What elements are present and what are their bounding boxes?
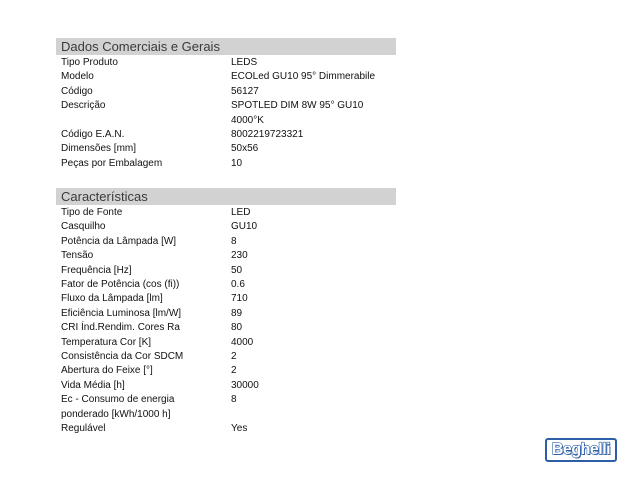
row-label: Tipo Produto — [61, 57, 118, 68]
table-row — [56, 249, 396, 263]
row-value: 4000 — [231, 336, 254, 348]
table-row — [56, 364, 396, 378]
row-label: Regulável — [61, 423, 106, 435]
row-value: 2 — [231, 351, 237, 363]
row-value: ECOLed GU10 95° Dimmerabile — [231, 71, 376, 83]
row-label: Dimensões [mm] — [61, 143, 137, 155]
table-row — [56, 206, 396, 220]
row-label: Código E.A.N. — [61, 129, 125, 141]
characteristics-section — [56, 188, 396, 437]
row-value: 56127 — [231, 85, 259, 97]
row-label: Tensão — [61, 250, 94, 262]
row-value: 710 — [231, 293, 248, 305]
commercial-rows — [56, 56, 396, 171]
commercial-section — [56, 38, 396, 171]
table-row — [56, 278, 396, 292]
row-value: LED — [231, 207, 251, 218]
table-row — [56, 321, 396, 335]
table-row — [56, 336, 396, 350]
row-value: 50 — [231, 264, 243, 276]
row-value: 89 — [231, 307, 243, 319]
row-label: Vida Média [h] — [61, 379, 125, 391]
row-label: Fator de Potência (cos (fi)) — [61, 279, 180, 291]
table-row — [56, 70, 396, 84]
commercial-section-title: Dados Comerciais e Gerais — [56, 38, 396, 55]
table-row — [56, 379, 396, 393]
row-label: Tipo de Fonte — [61, 207, 123, 218]
row-label: Frequência [Hz] — [61, 264, 132, 276]
row-value: 8 — [231, 394, 237, 406]
table-row — [56, 85, 396, 99]
row-value: GU10 — [231, 221, 258, 233]
row-value: SPOTLED DIM 8W 95° GU10 4000°K — [231, 100, 364, 126]
logo-text: Beghelli — [551, 441, 611, 458]
row-label: Peças por Embalagem — [61, 157, 163, 169]
row-label: Potência da Lâmpada [W] — [61, 235, 177, 247]
row-value: Yes — [231, 423, 248, 435]
row-value: 8 — [231, 235, 237, 247]
row-label: Descrição — [61, 100, 106, 112]
row-value: 8002219723321 — [231, 129, 304, 141]
row-value: LEDS — [231, 57, 258, 68]
table-row — [56, 292, 396, 306]
row-value: 50x56 — [231, 143, 259, 155]
row-value: 10 — [231, 157, 243, 169]
row-value: 2 — [231, 365, 237, 377]
row-label: Consistência da Cor SDCM — [61, 351, 184, 363]
row-label: Modelo — [61, 71, 94, 83]
row-label: Fluxo da Lâmpada [lm] — [61, 293, 163, 305]
row-label: Casquilho — [61, 221, 106, 233]
table-row — [56, 220, 396, 234]
table-row — [56, 307, 396, 321]
row-label: Abertura do Feixe [°] — [61, 365, 153, 377]
beghelli-logo — [545, 438, 617, 462]
row-value: 30000 — [231, 379, 259, 391]
table-row — [56, 350, 396, 364]
table-row — [56, 235, 396, 249]
table-row — [56, 142, 396, 156]
table-row — [56, 128, 396, 142]
characteristics-section-title: Características — [56, 188, 396, 205]
row-value: 0.6 — [231, 279, 245, 291]
characteristics-rows — [56, 206, 396, 437]
table-row — [56, 56, 396, 70]
row-label: Ec - Consumo de energia ponderado [kWh/1000 h] — [61, 394, 175, 420]
row-label: Temperatura Cor [K] — [61, 336, 152, 348]
row-label: Código — [61, 85, 93, 97]
table-row — [56, 393, 396, 422]
row-label: Eficiência Luminosa [lm/W] — [61, 307, 182, 319]
row-label: CRI Índ.Rendim. Cores Ra — [61, 322, 180, 334]
table-row — [56, 157, 396, 171]
table-row — [56, 99, 396, 128]
table-row — [56, 422, 396, 436]
row-value: 80 — [231, 322, 243, 334]
row-value: 230 — [231, 250, 248, 262]
table-row — [56, 264, 396, 278]
